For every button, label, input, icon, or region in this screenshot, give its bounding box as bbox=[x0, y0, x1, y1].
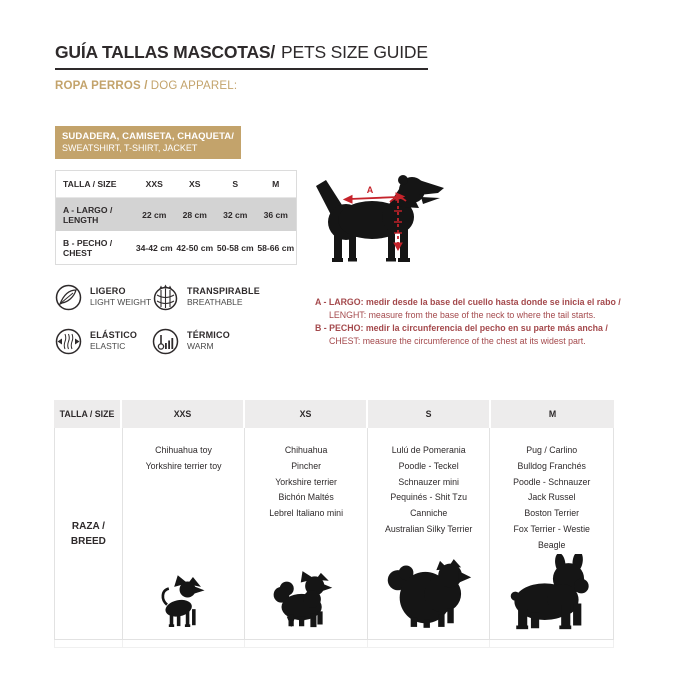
dog-slot-xs bbox=[245, 571, 367, 639]
dog-slot-s bbox=[368, 557, 490, 639]
french-bulldog-silhouette bbox=[506, 554, 598, 631]
chest-m: 58-66 cm bbox=[257, 242, 295, 253]
feature-name-es: TRANSPIRABLE bbox=[187, 286, 260, 296]
breed-item: Pequinés - Shit Tzu bbox=[390, 492, 467, 503]
breed-item: Pincher bbox=[291, 460, 322, 471]
raza-breed-label bbox=[55, 428, 123, 639]
breed-item: Canniche bbox=[410, 508, 448, 519]
feature-label bbox=[90, 284, 151, 307]
length-m: 36 cm bbox=[263, 209, 288, 220]
note-a-english: LENGHT: measure from the base of the neck to where the tail starts. bbox=[329, 310, 596, 320]
apparel-subtitle bbox=[55, 80, 237, 92]
breed-item: Yorkshire terrier bbox=[275, 476, 337, 487]
breed-item: Fox Terrier - Westie bbox=[513, 524, 590, 535]
feature-breathable bbox=[152, 284, 260, 311]
feature-name-en: LIGHT WEIGHT bbox=[90, 297, 152, 307]
breed-column-xxs bbox=[123, 428, 246, 639]
length-s: 32 cm bbox=[223, 209, 248, 220]
feature-name-es: LIGERO bbox=[90, 286, 126, 296]
note-b-text: medir la circunferencia del pecho en su parte más ancha / bbox=[363, 323, 608, 333]
breed-header-m: M bbox=[491, 400, 614, 428]
breed-item: Pug / Carlino bbox=[526, 445, 578, 455]
feature-name-en: WARM bbox=[187, 341, 214, 351]
breed-table-body bbox=[54, 428, 614, 640]
breed-item: Jack Russel bbox=[528, 492, 576, 503]
chest-s: 50-58 cm bbox=[216, 242, 254, 253]
raza-label-line1: RAZA / bbox=[71, 520, 105, 532]
size-table-header-row bbox=[56, 171, 296, 198]
feature-label bbox=[90, 328, 137, 351]
breed-list-m bbox=[490, 428, 613, 554]
breed-header-xxs: XXS bbox=[122, 400, 245, 428]
breathable-icon bbox=[152, 284, 179, 311]
measure-dog-figure bbox=[312, 170, 452, 270]
length-xs: 28 cm bbox=[182, 209, 207, 220]
breed-table bbox=[54, 400, 614, 648]
title-spanish: GUÍA TALLAS MASCOTAS/ bbox=[55, 42, 276, 62]
breed-item: Bichón Maltés bbox=[278, 492, 334, 503]
breed-table-footer-row bbox=[54, 640, 614, 648]
breed-header-xs: XS bbox=[245, 400, 368, 428]
category-line-es: SUDADERA, CAMISETA, CHAQUETA/ bbox=[62, 131, 234, 142]
feature-elastic bbox=[55, 328, 137, 355]
note-b-label: B - PECHO: bbox=[315, 323, 364, 333]
breed-item: Chihuahua toy bbox=[155, 445, 212, 455]
breed-column-s bbox=[368, 428, 491, 639]
feature-name-en: BREATHABLE bbox=[187, 297, 243, 307]
note-a-text: medir desde la base del cuello hasta donde se inicia el rabo / bbox=[363, 297, 621, 307]
footer-cell bbox=[368, 640, 491, 647]
note-b-english: CHEST: measure the circumference of the chest at its widest part. bbox=[329, 336, 586, 346]
breed-item: Australian Silky Terrier bbox=[384, 524, 473, 535]
breed-column-xs bbox=[245, 428, 368, 639]
subtitle-english: DOG APPAREL: bbox=[150, 80, 238, 92]
measure-notes bbox=[315, 296, 653, 348]
size-header-label: TALLA / SIZE bbox=[63, 179, 117, 189]
breed-list-xxs bbox=[123, 428, 245, 475]
length-row bbox=[56, 198, 296, 231]
note-a-label: A - LARGO: bbox=[315, 297, 364, 307]
breed-header-label: TALLA / SIZE bbox=[54, 400, 122, 428]
breed-list-xs bbox=[245, 428, 367, 522]
raza-label-line2: BREED bbox=[70, 535, 106, 547]
feather-icon bbox=[55, 284, 82, 311]
breed-item: Lulú de Pomerania bbox=[391, 445, 466, 455]
title-english: PETS SIZE GUIDE bbox=[281, 42, 428, 62]
chest-row-label: B - PECHO / CHEST bbox=[63, 237, 113, 258]
longhair-chihuahua-silhouette bbox=[271, 571, 341, 629]
feature-thermal bbox=[152, 328, 230, 355]
col-header-xxs: XXS bbox=[145, 179, 163, 189]
labrador-silhouette-icon bbox=[312, 170, 452, 270]
footer-cell bbox=[55, 640, 123, 647]
category-badge bbox=[55, 126, 241, 159]
breed-item: Lebrel Italiano mini bbox=[269, 508, 344, 519]
feature-name-es: ELÁSTICO bbox=[90, 330, 138, 340]
length-xxs: 22 cm bbox=[142, 209, 167, 220]
col-header-xs: XS bbox=[189, 179, 201, 189]
length-row-label: A - LARGO / LENGTH bbox=[63, 204, 113, 225]
breed-item: Yorkshire terrier toy bbox=[145, 460, 222, 471]
category-line-en: SWEATSHIRT, T-SHIRT, JACKET bbox=[62, 142, 198, 153]
chest-xxs: 34-42 cm bbox=[135, 242, 173, 253]
breed-table-header-row bbox=[54, 400, 614, 428]
footer-cell bbox=[123, 640, 246, 647]
breed-item: Chihuahua bbox=[284, 445, 328, 455]
chest-row bbox=[56, 231, 296, 264]
col-header-m: M bbox=[272, 179, 280, 189]
breed-column-m bbox=[490, 428, 613, 639]
elastic-icon bbox=[55, 328, 82, 355]
note-a-spanish bbox=[315, 296, 653, 309]
feature-label bbox=[187, 328, 230, 351]
subtitle-spanish: ROPA PERROS / bbox=[55, 80, 148, 92]
breed-header-s: S bbox=[368, 400, 491, 428]
note-b-spanish bbox=[315, 322, 653, 335]
breed-item: Poodle - Teckel bbox=[398, 460, 459, 471]
col-header-s: S bbox=[232, 179, 239, 189]
feature-name-es: TÉRMICO bbox=[187, 330, 230, 340]
chest-xs: 42-50 cm bbox=[176, 242, 214, 253]
dog-slot-m bbox=[490, 554, 613, 641]
feature-label bbox=[187, 284, 260, 307]
breed-item: Beagle bbox=[538, 539, 566, 550]
breed-item: Bulldog Franchés bbox=[517, 460, 586, 471]
page-title bbox=[55, 42, 428, 70]
breed-item: Poodle - Schnauzer bbox=[513, 476, 591, 487]
breed-item: Schnauzer mini bbox=[398, 476, 459, 487]
pomeranian-silhouette bbox=[385, 557, 473, 629]
svg-text:A: A bbox=[366, 185, 374, 195]
breed-list-s bbox=[368, 428, 490, 538]
footer-cell bbox=[490, 640, 613, 647]
footer-cell bbox=[245, 640, 368, 647]
size-table bbox=[55, 170, 297, 265]
feature-name-en: ELASTIC bbox=[90, 341, 126, 351]
breed-item: Boston Terrier bbox=[524, 508, 580, 519]
thermal-icon bbox=[152, 328, 179, 355]
feature-lightweight bbox=[55, 284, 151, 311]
chihuahua-silhouette bbox=[159, 575, 209, 629]
dog-slot-xxs bbox=[123, 575, 245, 639]
